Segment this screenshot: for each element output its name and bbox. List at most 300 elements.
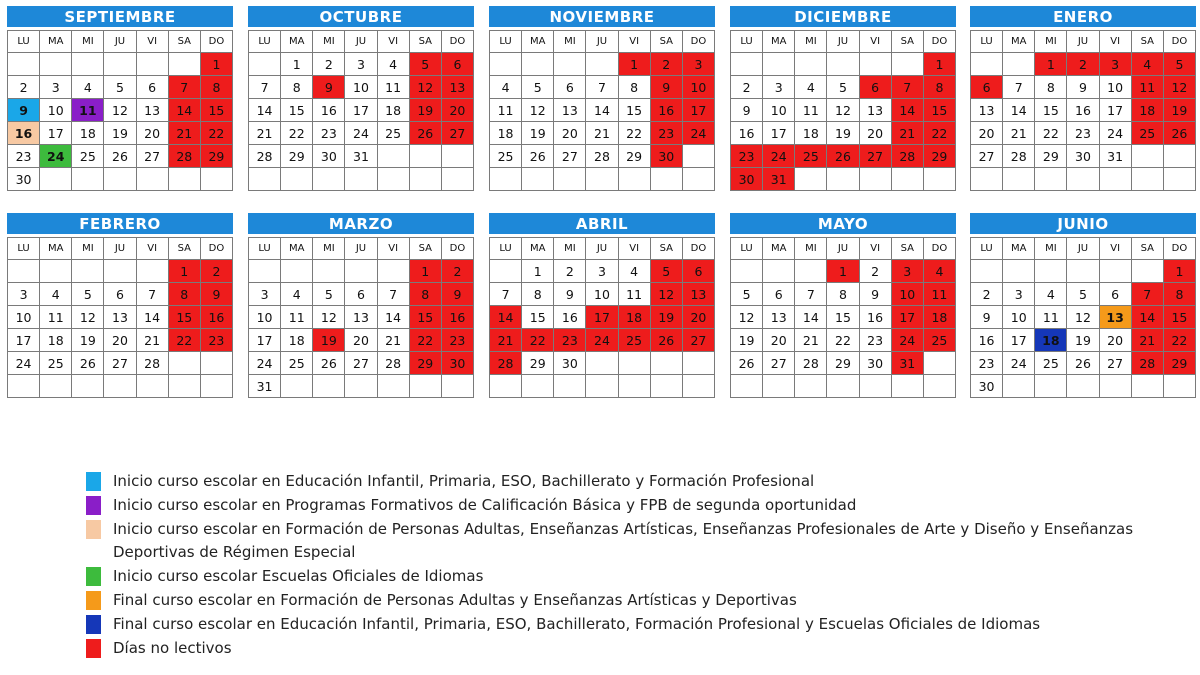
empty-cell — [40, 375, 72, 398]
empty-cell — [731, 53, 763, 76]
day-cell: 10 — [1099, 76, 1131, 99]
day-cell: 17 — [891, 306, 923, 329]
weekday-header: MI — [1035, 31, 1067, 53]
month-title: NOVIEMBRE — [489, 6, 715, 27]
legend-item — [86, 494, 1166, 517]
empty-cell — [104, 260, 136, 283]
day-cell: 9 — [554, 283, 586, 306]
day-cell: 30 — [313, 145, 345, 168]
month-title: SEPTIEMBRE — [7, 6, 233, 27]
day-cell: 5 — [650, 260, 682, 283]
day-cell: 6 — [345, 283, 377, 306]
day-cell: 9 — [859, 283, 891, 306]
legend-text: Inicio curso escolar Escuelas Oficiales de Idiomas — [113, 567, 484, 585]
empty-cell — [731, 375, 763, 398]
legend-swatch — [86, 496, 101, 515]
day-cell: 12 — [72, 306, 104, 329]
day-cell: 1 — [168, 260, 200, 283]
day-cell: 7 — [249, 76, 281, 99]
day-cell: 28 — [168, 145, 200, 168]
weekday-header: MA — [763, 238, 795, 260]
legend-text: Inicio curso escolar en Programas Formativos de Calificación Básica y FPB de segunda oportunidad — [113, 496, 857, 514]
day-cell: 18 — [281, 329, 313, 352]
day-cell: 8 — [522, 283, 554, 306]
day-cell: 2 — [1067, 53, 1099, 76]
month-grid — [248, 237, 474, 398]
weekday-header: MI — [313, 31, 345, 53]
month-title: ENERO — [970, 6, 1196, 27]
day-cell: 1 — [618, 53, 650, 76]
day-cell: 4 — [1035, 283, 1067, 306]
day-cell: 26 — [522, 145, 554, 168]
empty-cell — [923, 168, 955, 191]
weekday-header: DO — [682, 31, 714, 53]
empty-cell — [650, 168, 682, 191]
day-cell: 28 — [1003, 145, 1035, 168]
day-cell: 2 — [441, 260, 473, 283]
day-cell: 15 — [1035, 99, 1067, 122]
day-cell: 9 — [200, 283, 232, 306]
day-cell: 30 — [971, 375, 1003, 398]
month-grid — [489, 30, 715, 191]
month-diciembre — [730, 6, 956, 191]
day-cell: 23 — [554, 329, 586, 352]
weekday-header: MA — [522, 31, 554, 53]
day-cell: 2 — [8, 76, 40, 99]
legend-item — [86, 613, 1166, 636]
weekday-header: LU — [731, 31, 763, 53]
day-cell: 17 — [1099, 99, 1131, 122]
weekday-header: MA — [1003, 238, 1035, 260]
empty-cell — [136, 260, 168, 283]
day-cell: 25 — [72, 145, 104, 168]
empty-cell — [377, 375, 409, 398]
day-cell: 18 — [377, 99, 409, 122]
day-cell: 14 — [586, 99, 618, 122]
day-cell: 28 — [586, 145, 618, 168]
day-cell: 21 — [891, 122, 923, 145]
month-grid — [7, 237, 233, 398]
month-title: MARZO — [248, 213, 474, 234]
month-febrero — [7, 213, 233, 398]
weekday-header: DO — [200, 31, 232, 53]
day-cell: 10 — [8, 306, 40, 329]
day-cell: 4 — [923, 260, 955, 283]
day-cell: 26 — [1067, 352, 1099, 375]
weekday-header: MA — [40, 238, 72, 260]
day-cell: 27 — [682, 329, 714, 352]
day-cell: 13 — [971, 99, 1003, 122]
day-cell: 2 — [313, 53, 345, 76]
day-cell: 21 — [1131, 329, 1163, 352]
month-enero — [970, 6, 1196, 191]
day-cell: 7 — [1131, 283, 1163, 306]
day-cell: 2 — [971, 283, 1003, 306]
day-cell: 29 — [1163, 352, 1195, 375]
weekday-header: MA — [40, 31, 72, 53]
day-cell: 19 — [409, 99, 441, 122]
day-cell: 9 — [313, 76, 345, 99]
day-cell: 5 — [1163, 53, 1195, 76]
day-cell: 5 — [313, 283, 345, 306]
day-cell: 18 — [923, 306, 955, 329]
weekday-header: LU — [249, 31, 281, 53]
day-cell: 30 — [650, 145, 682, 168]
empty-cell — [522, 53, 554, 76]
day-cell: 15 — [618, 99, 650, 122]
day-cell: 11 — [490, 99, 522, 122]
empty-cell — [490, 260, 522, 283]
day-cell: 13 — [859, 99, 891, 122]
empty-cell — [586, 53, 618, 76]
weekday-header: SA — [891, 238, 923, 260]
day-cell: 9 — [441, 283, 473, 306]
weekday-header: DO — [1163, 238, 1195, 260]
day-cell: 8 — [1163, 283, 1195, 306]
day-cell: 16 — [971, 329, 1003, 352]
day-cell: 11 — [40, 306, 72, 329]
day-cell: 14 — [490, 306, 522, 329]
weekday-header: VI — [377, 31, 409, 53]
month-title: DICIEMBRE — [730, 6, 956, 27]
month-title: JUNIO — [970, 213, 1196, 234]
day-cell: 8 — [923, 76, 955, 99]
weekday-header: LU — [249, 238, 281, 260]
day-cell: 20 — [1099, 329, 1131, 352]
month-grid — [730, 237, 956, 398]
day-cell: 21 — [249, 122, 281, 145]
empty-cell — [136, 53, 168, 76]
day-cell: 27 — [1099, 352, 1131, 375]
day-cell: 12 — [1067, 306, 1099, 329]
day-cell: 14 — [795, 306, 827, 329]
legend-swatch — [86, 615, 101, 634]
day-cell: 13 — [682, 283, 714, 306]
empty-cell — [313, 168, 345, 191]
day-cell: 24 — [891, 329, 923, 352]
day-cell: 17 — [1003, 329, 1035, 352]
empty-cell — [1163, 168, 1195, 191]
day-cell: 2 — [554, 260, 586, 283]
month-octubre — [248, 6, 474, 191]
day-cell: 13 — [763, 306, 795, 329]
day-cell: 15 — [1163, 306, 1195, 329]
empty-cell — [409, 168, 441, 191]
day-cell: 22 — [1035, 122, 1067, 145]
day-cell: 23 — [1067, 122, 1099, 145]
weekday-header: DO — [682, 238, 714, 260]
day-cell: 27 — [136, 145, 168, 168]
day-cell: 28 — [377, 352, 409, 375]
day-cell: 24 — [345, 122, 377, 145]
legend-text: Días no lectivos — [113, 639, 232, 657]
empty-cell — [1131, 168, 1163, 191]
day-cell: 19 — [522, 122, 554, 145]
day-cell: 21 — [136, 329, 168, 352]
day-cell: 5 — [731, 283, 763, 306]
legend — [86, 470, 1166, 661]
day-cell: 18 — [1035, 329, 1067, 352]
weekday-header: MA — [1003, 31, 1035, 53]
empty-cell — [8, 53, 40, 76]
weekday-header: JU — [586, 238, 618, 260]
day-cell: 31 — [1099, 145, 1131, 168]
day-cell: 29 — [827, 352, 859, 375]
legend-item — [86, 637, 1166, 660]
weekday-header: MI — [72, 238, 104, 260]
day-cell: 18 — [618, 306, 650, 329]
day-cell: 18 — [1131, 99, 1163, 122]
day-cell: 3 — [682, 53, 714, 76]
day-cell: 2 — [859, 260, 891, 283]
empty-cell — [72, 53, 104, 76]
empty-cell — [650, 375, 682, 398]
weekday-header: VI — [136, 31, 168, 53]
empty-cell — [923, 352, 955, 375]
day-cell: 6 — [971, 76, 1003, 99]
day-cell: 30 — [8, 168, 40, 191]
day-cell: 12 — [827, 99, 859, 122]
empty-cell — [377, 168, 409, 191]
day-cell: 19 — [1163, 99, 1195, 122]
day-cell: 7 — [168, 76, 200, 99]
day-cell: 3 — [586, 260, 618, 283]
day-cell: 9 — [8, 99, 40, 122]
day-cell: 26 — [104, 145, 136, 168]
day-cell: 17 — [682, 99, 714, 122]
day-cell: 21 — [1003, 122, 1035, 145]
day-cell: 7 — [795, 283, 827, 306]
weekday-header: MA — [281, 31, 313, 53]
empty-cell — [763, 375, 795, 398]
day-cell: 18 — [795, 122, 827, 145]
empty-cell — [490, 375, 522, 398]
legend-swatch — [86, 639, 101, 658]
month-grid — [970, 30, 1196, 191]
day-cell: 11 — [72, 99, 104, 122]
empty-cell — [441, 145, 473, 168]
weekday-header: VI — [618, 31, 650, 53]
empty-cell — [586, 375, 618, 398]
day-cell: 22 — [281, 122, 313, 145]
day-cell: 10 — [891, 283, 923, 306]
empty-cell — [891, 375, 923, 398]
day-cell: 21 — [586, 122, 618, 145]
day-cell: 23 — [441, 329, 473, 352]
empty-cell — [1131, 375, 1163, 398]
day-cell: 2 — [200, 260, 232, 283]
day-cell: 5 — [104, 76, 136, 99]
day-cell: 6 — [763, 283, 795, 306]
day-cell: 16 — [441, 306, 473, 329]
day-cell: 5 — [827, 76, 859, 99]
day-cell: 13 — [345, 306, 377, 329]
weekday-header: LU — [971, 238, 1003, 260]
empty-cell — [409, 375, 441, 398]
empty-cell — [554, 168, 586, 191]
day-cell: 17 — [8, 329, 40, 352]
empty-cell — [249, 260, 281, 283]
weekday-header: DO — [923, 31, 955, 53]
day-cell: 5 — [72, 283, 104, 306]
day-cell: 13 — [441, 76, 473, 99]
day-cell: 13 — [1099, 306, 1131, 329]
day-cell: 19 — [731, 329, 763, 352]
empty-cell — [313, 375, 345, 398]
empty-cell — [1003, 375, 1035, 398]
empty-cell — [168, 352, 200, 375]
weekday-header: SA — [168, 31, 200, 53]
empty-cell — [72, 260, 104, 283]
day-cell: 11 — [795, 99, 827, 122]
day-cell: 19 — [104, 122, 136, 145]
empty-cell — [249, 168, 281, 191]
day-cell: 3 — [763, 76, 795, 99]
day-cell: 23 — [200, 329, 232, 352]
day-cell: 6 — [104, 283, 136, 306]
day-cell: 22 — [168, 329, 200, 352]
empty-cell — [827, 168, 859, 191]
weekday-header: VI — [377, 238, 409, 260]
day-cell: 29 — [1035, 145, 1067, 168]
empty-cell — [281, 375, 313, 398]
day-cell: 24 — [682, 122, 714, 145]
day-cell: 29 — [409, 352, 441, 375]
day-cell: 7 — [377, 283, 409, 306]
empty-cell — [795, 375, 827, 398]
day-cell: 25 — [377, 122, 409, 145]
month-junio — [970, 213, 1196, 398]
day-cell: 10 — [1003, 306, 1035, 329]
day-cell: 20 — [104, 329, 136, 352]
day-cell: 15 — [200, 99, 232, 122]
day-cell: 25 — [1035, 352, 1067, 375]
day-cell: 11 — [1035, 306, 1067, 329]
day-cell: 25 — [795, 145, 827, 168]
legend-text: Final curso escolar en Formación de Personas Adultas y Enseñanzas Artísticas y Deportivas — [113, 591, 797, 609]
empty-cell — [281, 168, 313, 191]
day-cell: 1 — [522, 260, 554, 283]
month-noviembre — [489, 6, 715, 191]
empty-cell — [682, 168, 714, 191]
day-cell: 24 — [1099, 122, 1131, 145]
empty-cell — [40, 53, 72, 76]
legend-item — [86, 589, 1166, 612]
weekday-header: JU — [586, 31, 618, 53]
empty-cell — [795, 53, 827, 76]
day-cell: 24 — [1003, 352, 1035, 375]
day-cell: 25 — [490, 145, 522, 168]
empty-cell — [554, 53, 586, 76]
day-cell: 18 — [72, 122, 104, 145]
empty-cell — [1099, 168, 1131, 191]
day-cell: 28 — [1131, 352, 1163, 375]
day-cell: 17 — [586, 306, 618, 329]
day-cell: 8 — [618, 76, 650, 99]
day-cell: 26 — [650, 329, 682, 352]
day-cell: 28 — [795, 352, 827, 375]
day-cell: 21 — [377, 329, 409, 352]
empty-cell — [490, 168, 522, 191]
day-cell: 10 — [40, 99, 72, 122]
day-cell: 29 — [923, 145, 955, 168]
legend-swatch — [86, 591, 101, 610]
day-cell: 9 — [731, 99, 763, 122]
day-cell: 27 — [763, 352, 795, 375]
day-cell: 15 — [168, 306, 200, 329]
empty-cell — [40, 168, 72, 191]
day-cell: 30 — [859, 352, 891, 375]
day-cell: 25 — [40, 352, 72, 375]
day-cell: 22 — [618, 122, 650, 145]
day-cell: 8 — [281, 76, 313, 99]
weekday-header: MI — [72, 31, 104, 53]
empty-cell — [554, 375, 586, 398]
weekday-header: SA — [650, 238, 682, 260]
day-cell: 12 — [104, 99, 136, 122]
empty-cell — [971, 260, 1003, 283]
day-cell: 14 — [377, 306, 409, 329]
day-cell: 3 — [249, 283, 281, 306]
day-cell: 1 — [409, 260, 441, 283]
weekday-header: MI — [313, 238, 345, 260]
empty-cell — [1067, 375, 1099, 398]
empty-cell — [200, 375, 232, 398]
empty-cell — [522, 375, 554, 398]
empty-cell — [345, 260, 377, 283]
day-cell: 20 — [345, 329, 377, 352]
day-cell: 4 — [377, 53, 409, 76]
day-cell: 20 — [763, 329, 795, 352]
day-cell: 29 — [522, 352, 554, 375]
day-cell: 30 — [441, 352, 473, 375]
weekday-header: SA — [168, 238, 200, 260]
empty-cell — [1163, 375, 1195, 398]
month-grid — [489, 237, 715, 398]
month-abril — [489, 213, 715, 398]
day-cell: 22 — [200, 122, 232, 145]
empty-cell — [795, 260, 827, 283]
empty-cell — [1131, 260, 1163, 283]
weekday-header: MI — [1035, 238, 1067, 260]
day-cell: 29 — [281, 145, 313, 168]
day-cell: 30 — [1067, 145, 1099, 168]
day-cell: 12 — [731, 306, 763, 329]
day-cell: 31 — [249, 375, 281, 398]
day-cell: 16 — [554, 306, 586, 329]
legend-item — [86, 470, 1166, 493]
day-cell: 7 — [586, 76, 618, 99]
empty-cell — [1067, 260, 1099, 283]
day-cell: 23 — [731, 145, 763, 168]
empty-cell — [8, 375, 40, 398]
day-cell: 17 — [763, 122, 795, 145]
day-cell: 8 — [1035, 76, 1067, 99]
day-cell: 3 — [345, 53, 377, 76]
day-cell: 22 — [522, 329, 554, 352]
empty-cell — [136, 168, 168, 191]
day-cell: 17 — [345, 99, 377, 122]
day-cell: 5 — [522, 76, 554, 99]
month-title: OCTUBRE — [248, 6, 474, 27]
day-cell: 17 — [249, 329, 281, 352]
day-cell: 5 — [409, 53, 441, 76]
day-cell: 26 — [731, 352, 763, 375]
empty-cell — [1003, 168, 1035, 191]
day-cell: 8 — [827, 283, 859, 306]
weekday-header: VI — [859, 31, 891, 53]
empty-cell — [763, 53, 795, 76]
